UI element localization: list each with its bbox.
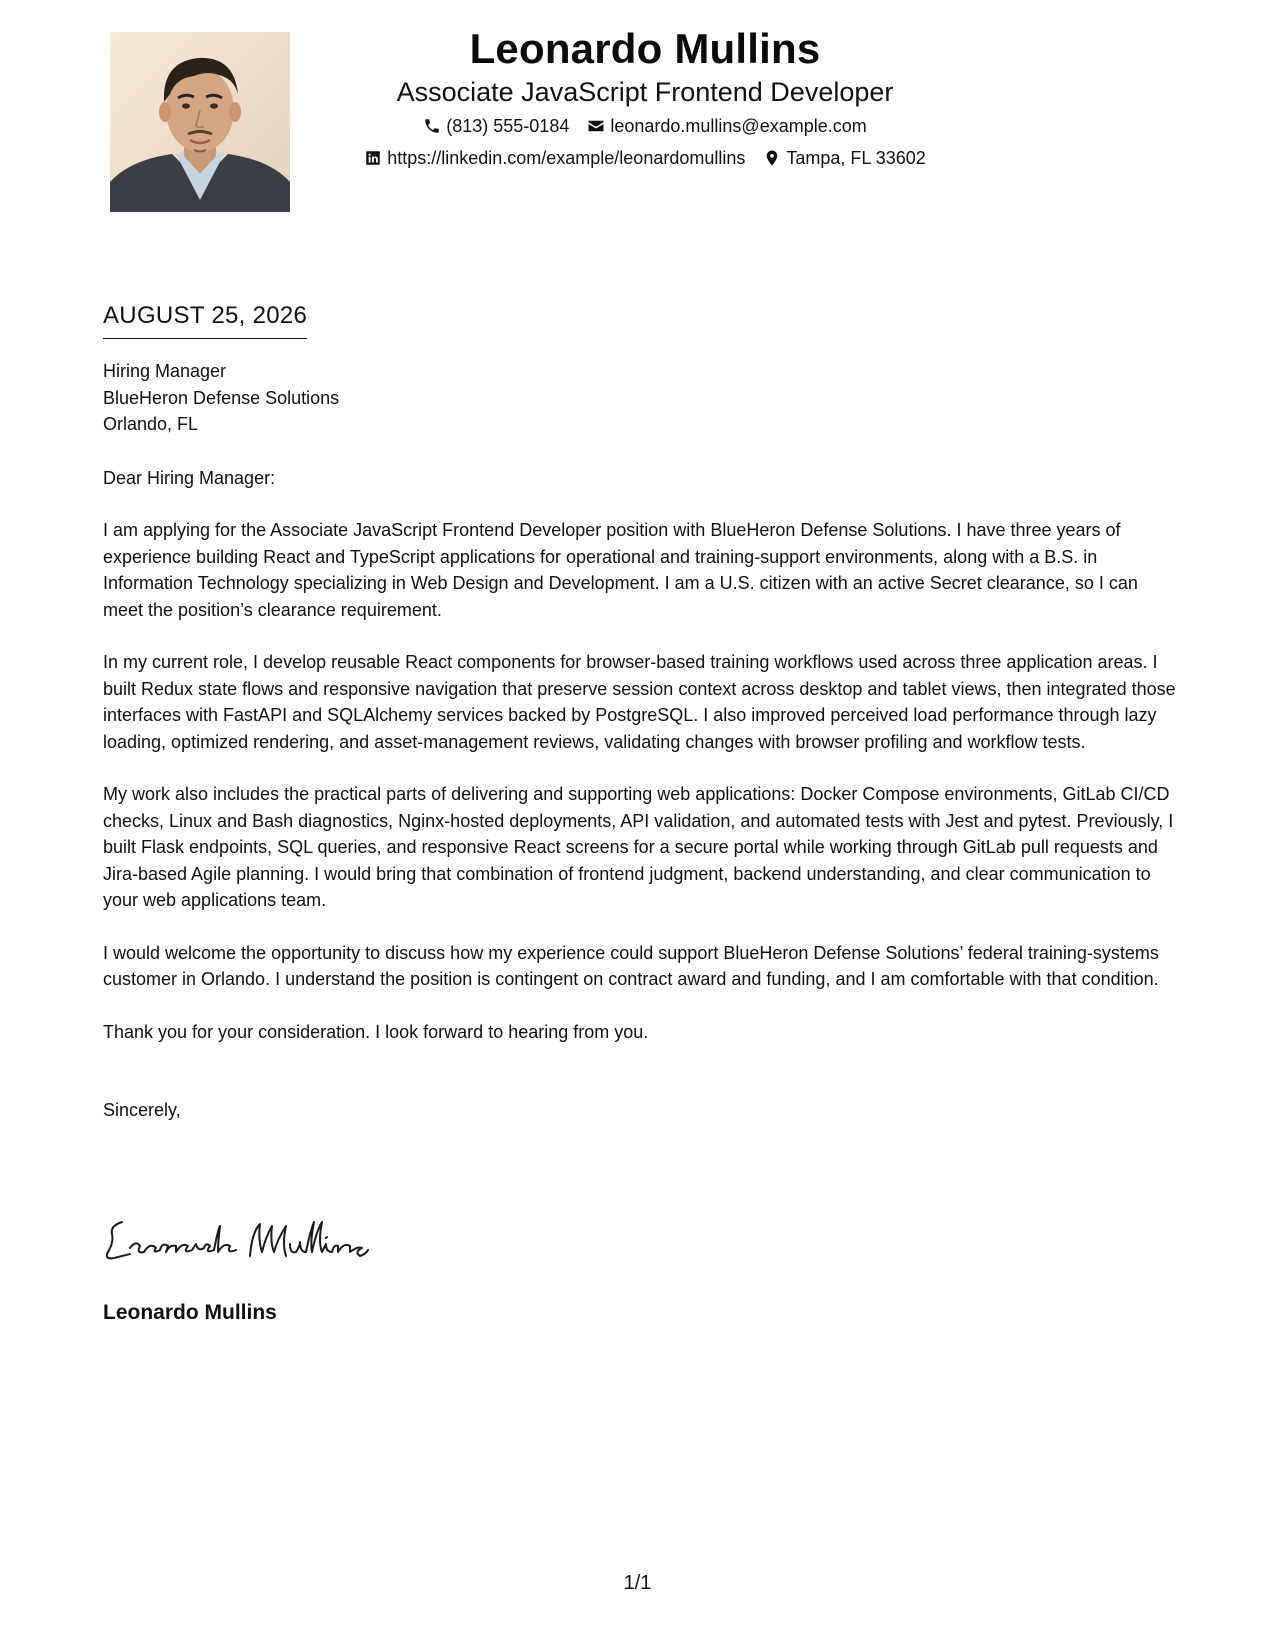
recipient-line: BlueHeron Defense Solutions	[103, 387, 340, 408]
body-paragraph: In my current role, I develop reusable React components for browser-based training workflows used across three application areas. I built Redux state flows and responsive navigation that preserve session context across desktop and tablet views, then integrated those interfaces with FastAPI and SQLAlchemy services backed by PostgreSQL. I also improved perceived load performance through lazy loading, optimized rendering, and asset-management reviews, validating changes with browser profiling and workflow tests.	[103, 652, 1176, 752]
letter-date: AUGUST 25, 2026	[103, 300, 307, 339]
letter-body	[103, 358, 1178, 1124]
recipient-line: Orlando, FL	[103, 414, 199, 434]
location-text: Tampa, FL 33602	[786, 148, 926, 168]
letter-header	[300, 22, 990, 174]
location-contact	[763, 142, 925, 174]
salutation: Dear Hiring Manager:	[103, 467, 276, 488]
phone-contact	[423, 110, 569, 142]
candidate-name: Leonardo Mullins	[469, 25, 821, 72]
body-paragraph: I am applying for the Associate JavaScript Frontend Developer position with BlueHeron Defense Solutions. I have three years of experience building React and TypeScript applications for operational and training-support environments, along with a B.S. in Information Technology specializing in Web Design and Development. I am a U.S. citizen with an active Secret clearance, so I can meet the position’s clearance requirement.	[103, 520, 1138, 620]
page-number: 1/1	[623, 1572, 652, 1594]
profile-photo	[110, 32, 290, 212]
signer-name: Leonardo Mullins	[103, 1301, 277, 1324]
phone-text: (813) 555-0184	[446, 116, 570, 136]
linkedin-link[interactable]: https://linkedin.com/example/leonardomullins	[387, 148, 746, 168]
email-contact[interactable]	[587, 110, 866, 142]
contact-row-2	[300, 142, 990, 174]
contact-row-1	[300, 110, 990, 142]
linkedin-contact[interactable]	[364, 142, 745, 174]
envelope-icon	[587, 117, 605, 135]
body-paragraph: I would welcome the opportunity to discuss how my experience could support BlueHeron Defense Solutions’ federal training-systems customer in Orlando. I understand the position is contingent on contract award and funding, and I am comfortable with that condition.	[103, 942, 1159, 989]
map-pin-icon	[763, 149, 781, 167]
body-paragraph: My work also includes the practical parts of delivering and supporting web applications: Docker Compose environments, GitLab CI/CD checks, Linux and Bash diagnostics, Nginx-hosted deployments, API validation, and automated tests with Jest and pytest. Previously, I built Flask endpoints, SQL queries, and responsive React screens for a secure portal while working through GitLab pull requests and Jira-based Agile planning. I would bring that combination of frontend judgment, backend understanding, and clear communication to your web applications team.	[103, 784, 1174, 910]
candidate-title: Associate JavaScript Frontend Developer	[396, 77, 894, 107]
handwritten-signature	[100, 1212, 380, 1270]
phone-icon	[423, 117, 441, 135]
body-paragraph: Thank you for your consideration. I look forward to hearing from you.	[103, 1021, 649, 1042]
linkedin-icon	[364, 149, 382, 167]
email-link[interactable]: leonardo.mullins@example.com	[610, 116, 867, 136]
recipient-block	[103, 358, 1178, 438]
closing: Sincerely,	[103, 1100, 181, 1120]
recipient-line: Hiring Manager	[103, 361, 227, 381]
